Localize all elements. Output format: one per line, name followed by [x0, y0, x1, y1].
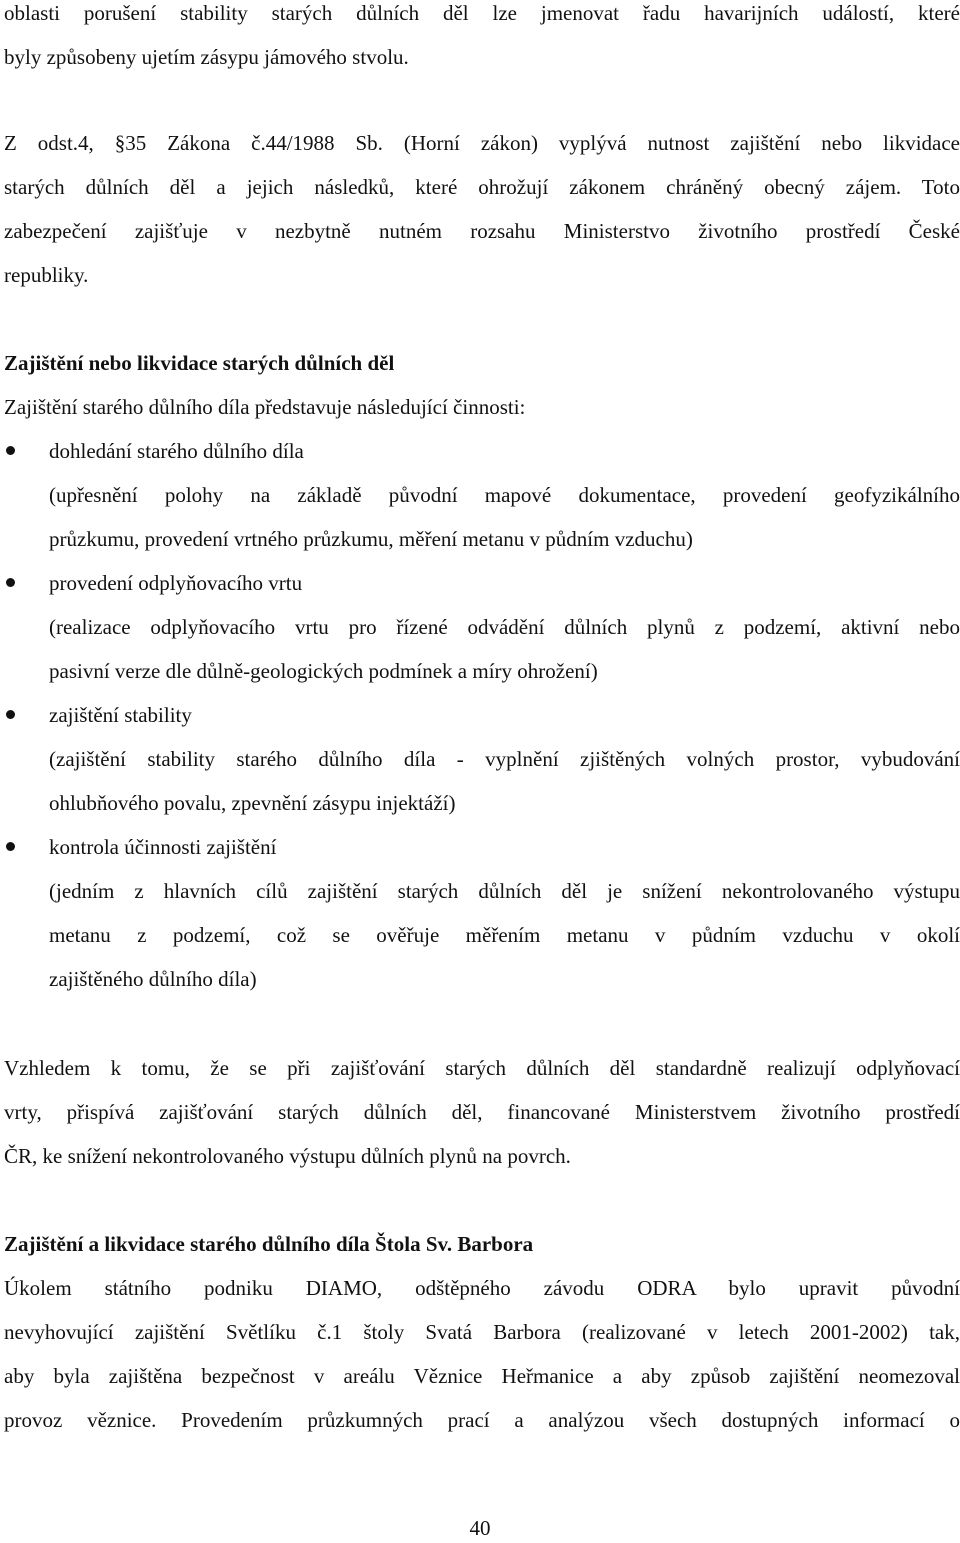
page-number: 40 [469, 1516, 491, 1540]
list-item-detail-line: (zajištění stability starého důlního díla - vyplnění zjištěných volných prostor, vybudování [49, 747, 960, 771]
list-item-title: zajištění stability [49, 703, 192, 727]
list-item [4, 561, 960, 693]
law-paragraph [4, 121, 960, 297]
paragraph-line: provoz věznice. Provedením průzkumných prací a analýzou všech dostupných informací o [4, 1408, 960, 1432]
bullet-icon [6, 710, 15, 719]
list-item-detail-line: (jedním z hlavních cílů zajištění starých důlních děl je snížení nekontrolovaného výstupu [49, 879, 960, 903]
section-heading: Zajištění nebo likvidace starých důlních děl [4, 351, 395, 375]
paragraph-line: Úkolem státního podniku DIAMO, odštěpného závodu ODRA bylo upravit původní [4, 1276, 960, 1300]
paragraph-line: byly způsobeny ujetím zásypu jámového stvolu. [4, 45, 409, 69]
list-item-title: provedení odplyňovacího vrtu [49, 571, 303, 595]
list-item-title: dohledání starého důlního díla [49, 439, 304, 463]
list-item-detail-line: pasivní verze dle důlně-geologických podmínek a míry ohrožení) [49, 659, 598, 683]
activities-list [4, 429, 960, 1001]
section-barbora [4, 1222, 960, 1442]
list-item-detail-line: zajištěného důlního díla) [49, 967, 257, 991]
paragraph-line: Vzhledem k tomu, že se při zajišťování starých důlních děl standardně realizují odplyňovací [4, 1056, 960, 1080]
bullet-icon [6, 842, 15, 851]
paragraph-line: ČR, ke snížení nekontrolovaného výstupu důlních plynů na povrch. [4, 1144, 571, 1168]
intro-paragraph [4, 0, 960, 79]
paragraph-line: oblasti porušení stability starých důlních děl lze jmenovat řadu havarijních událostí, které [4, 1, 960, 25]
section-mine-works [4, 341, 960, 1001]
list-item-detail-line: průzkumu, provedení vrtného průzkumu, měření metanu v půdním vzduchu) [49, 527, 693, 551]
list-item [4, 429, 960, 561]
list-item-detail-line: ohlubňového povalu, zpevnění zásypu injektáží) [49, 791, 456, 815]
list-item [4, 825, 960, 1001]
paragraph-line: nevyhovující zajištění Světlíku č.1 štoly Svatá Barbora (realizované v letech 2001-2002) tak, [4, 1320, 960, 1344]
paragraph-line: republiky. [4, 263, 89, 287]
bullet-icon [6, 446, 15, 455]
list-item-detail-line: (upřesnění polohy na základě původní mapové dokumentace, provedení geofyzikálního [49, 483, 960, 507]
list-item-detail-line: (realizace odplyňovacího vrtu pro řízené odvádění důlních plynů z podzemí, aktivní nebo [49, 615, 960, 639]
paragraph-line: zabezpečení zajišťuje v nezbytně nutném rozsahu Ministerstvo životního prostředí České [4, 219, 960, 243]
section-intro: Zajištění starého důlního díla představuje následující činnosti: [4, 395, 526, 419]
paragraph-line: vrty, přispívá zajišťování starých důlních děl, financované Ministerstvem životního prostředí [4, 1100, 960, 1124]
bullet-icon [6, 578, 15, 587]
list-item-title: kontrola účinnosti zajištění [49, 835, 277, 859]
paragraph-line: aby byla zajištěna bezpečnost v areálu Věznice Heřmanice a aby způsob zajištění neomezoval [4, 1364, 960, 1388]
paragraph-line: Z odst.4, §35 Zákona č.44/1988 Sb. (Horní zákon) vyplývá nutnost zajištění nebo likvidace [4, 131, 960, 155]
list-item [4, 693, 960, 825]
list-item-detail-line: metanu z podzemí, což se ověřuje měřením metanu v půdním vzduchu v okolí [49, 923, 960, 947]
conclusion-paragraph [4, 1046, 960, 1178]
paragraph-line: starých důlních děl a jejich následků, které ohrožují zákonem chráněný obecný zájem. Toto [4, 175, 960, 199]
section-heading: Zajištění a likvidace starého důlního díla Štola Sv. Barbora [4, 1232, 534, 1256]
